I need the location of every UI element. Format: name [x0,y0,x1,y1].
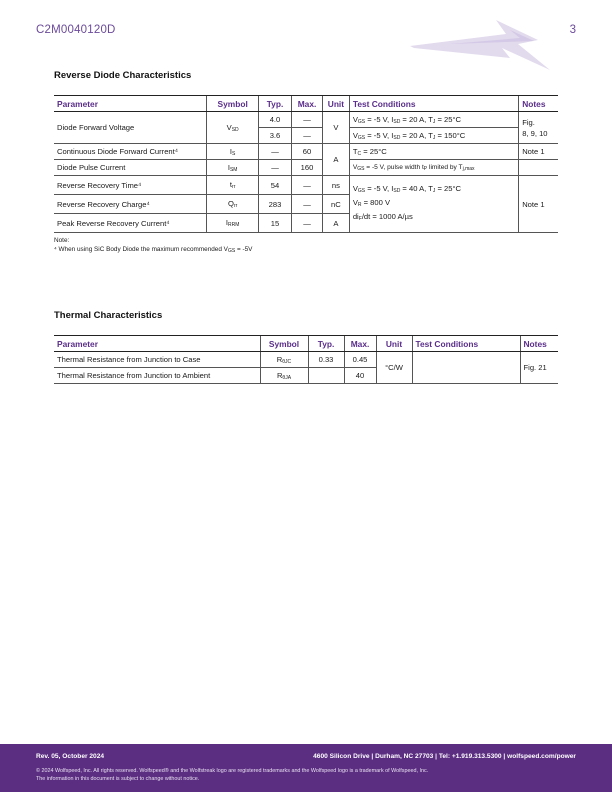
test-condition [412,352,520,384]
test-condition: $V_{GS} = -5$ V, pulse width $t_P$ limited by $T_{j,max}$ [349,160,518,176]
param-reverse-recovery-charge: Reverse Recovery Charge⁴ [54,195,207,214]
col-header-max: Max. [292,96,323,112]
unit-value: ns [322,176,349,195]
max-value: 60 [292,144,323,160]
unit-value: V [322,112,349,144]
col-header-test-conditions: Test Conditions [349,96,518,112]
test-condition: $V_{GS} = -5$ V, $I_{SD} = 20$ A, $T_J = 25^\circ C$ [349,112,518,128]
unit-value: A [322,144,349,176]
typ-value: 4.0 [258,112,291,128]
unit-value: °C/W [376,352,412,384]
unit-value: A [322,214,349,233]
notes-cell: Fig. 21 [520,352,558,384]
col-header-notes: Notes [520,336,558,352]
col-header-typ: Typ. [258,96,291,112]
typ-value: 54 [258,176,291,195]
disclaimer-line: The information in this document is subject to change without notice. [36,776,200,782]
col-header-unit: Unit [322,96,349,112]
max-value: — [292,128,323,144]
col-header-unit: Unit [376,336,412,352]
table-header-row [54,336,558,352]
copyright-line: © 2024 Wolfspeed, Inc. All rights reserved. Wolfspeed® and the Wolfstreak logo are registered trademarks and the Wolfspeed logo is a trademark of Wolfspeed, Inc. [36,768,429,774]
table-row [54,160,558,176]
unit-value: nC [322,195,349,214]
symbol-irrm: $I_{RRM}$ [207,214,259,233]
max-value: — [292,112,323,128]
page-number: 3 [569,24,576,36]
notes-cell: Fig. 8, 9, 10 [519,112,558,144]
note-label: Note: [54,237,70,244]
max-value: — [292,195,323,214]
symbol-rthja: $R_{\theta JA}$ [260,368,308,384]
table-row [54,176,558,195]
notes-cell: Note 1 [519,144,558,160]
table-row [54,112,558,128]
max-value: 160 [292,160,323,176]
symbol-trr: $t_{rr}$ [207,176,259,195]
symbol-ism: $I_{SM}$ [207,160,259,176]
col-header-test-conditions: Test Conditions [412,336,520,352]
max-value: — [292,214,323,233]
param-thermal-resistance-ja: Thermal Resistance from Junction to Ambient [54,368,260,384]
thermal-table [54,335,558,384]
param-peak-reverse-recovery-current: Peak Reverse Recovery Current⁴ [54,214,207,233]
typ-value: — [258,144,291,160]
max-value: 40 [344,368,376,384]
col-header-typ: Typ. [308,336,344,352]
reverse-diode-table [54,95,558,233]
max-value: — [292,176,323,195]
symbol-rthjc: $R_{\theta JC}$ [260,352,308,368]
param-continuous-current: Continuous Diode Forward Current⁴ [54,144,207,160]
symbol-vsd: $V_{SD}$ [207,112,259,144]
typ-value: 0.33 [308,352,344,368]
thermal-title: Thermal Characteristics [54,310,163,321]
wolfstreak-logo-icon [410,14,560,70]
reverse-diode-title: Reverse Diode Characteristics [54,70,192,81]
col-header-max: Max. [344,336,376,352]
col-header-parameter: Parameter [54,336,260,352]
max-value: 0.45 [344,352,376,368]
typ-value: 15 [258,214,291,233]
copyright-notice [36,767,428,783]
param-thermal-resistance-jc: Thermal Resistance from Junction to Case [54,352,260,368]
symbol-qrr: $Q_{rr}$ [207,195,259,214]
typ-value: 3.6 [258,128,291,144]
param-diode-forward-voltage: Diode Forward Voltage [54,112,207,144]
test-condition: $T_C = 25^\circ C$ [349,144,518,160]
symbol-is: $I_S$ [207,144,259,160]
table-row [54,352,558,368]
table-row [54,144,558,160]
notes-cell: Note 1 [519,176,558,233]
notes-cell [519,160,558,176]
param-reverse-recovery-time: Reverse Recovery Time⁴ [54,176,207,195]
col-header-notes: Notes [519,96,558,112]
page-footer [0,744,612,792]
test-condition: $V_{GS} = -5$ V, $I_{SD} = 40$ A, $T_J = 25^\circ C$ $V_R = 800$ V $di_F/dt = 1000$ A/µs [349,176,518,233]
col-header-parameter: Parameter [54,96,207,112]
company-address: 4600 Silicon Drive | Durham, NC 27703 | Tel: +1.919.313.5300 | wolfspeed.com/power [313,753,576,760]
param-pulse-current: Diode Pulse Current [54,160,207,176]
col-header-symbol: Symbol [207,96,259,112]
test-condition: $V_{GS} = -5$ V, $I_{SD} = 20$ A, $T_J = 150^\circ C$ [349,128,518,144]
note-text: ⁴ When using SiC Body Diode the maximum recommended $V_{GS} = -5V$ [54,246,253,254]
part-number: C2M0040120D [36,24,116,36]
typ-value: — [258,160,291,176]
revision-info: Rev. 05, October 2024 [36,753,105,760]
typ-value: 283 [258,195,291,214]
table-header-row [54,96,558,112]
col-header-symbol: Symbol [260,336,308,352]
typ-value [308,368,344,384]
